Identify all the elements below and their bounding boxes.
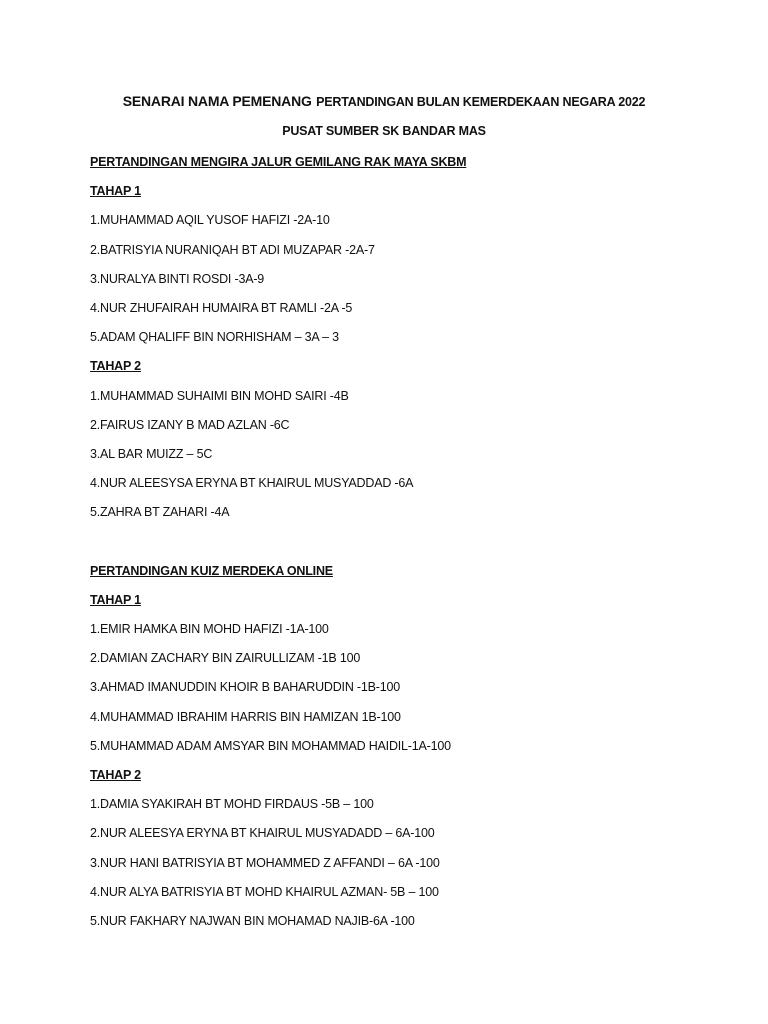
title-sub: PERTANDINGAN BULAN KEMERDEKAAN NEGARA 2022 (316, 95, 646, 109)
list-item: 4.NUR ALYA BATRISYIA BT MOHD KHAIRUL AZMAN- 5B – 100 (90, 884, 439, 899)
list-item: 1.MUHAMMAD AQIL YUSOF HAFIZI -2A-10 (90, 213, 330, 228)
list-item: 1.EMIR HAMKA BIN MOHD HAFIZI -1A-100 (90, 622, 329, 636)
list-item: 4.NUR ZHUFAIRAH HUMAIRA BT RAMLI -2A -5 (90, 300, 353, 315)
document-title (0, 93, 768, 111)
list-item: 1.MUHAMMAD SUHAIMI BIN MOHD SAIRI -4B (90, 388, 349, 403)
list-item: 2.BATRISYIA NURANIQAH BT ADI MUZAPAR -2A-7 (90, 242, 375, 257)
list-item: 4.MUHAMMAD IBRAHIM HARRIS BIN HAMIZAN 1B-100 (90, 709, 401, 724)
document-body (90, 154, 730, 942)
list-item: 2.NUR ALEESYA ERYNA BT KHAIRUL MUSYADADD – 6A-100 (90, 826, 435, 841)
list-item: 3.NURALYA BINTI ROSDI -3A-9 (90, 271, 265, 286)
list-item: 5.ZAHRA BT ZAHARI -4A (90, 505, 230, 520)
list-item: 2.FAIRUS IZANY B MAD AZLAN -6C (90, 417, 290, 432)
section-heading: PERTANDINGAN MENGIRA JALUR GEMILANG RAK MAYA SKBM (90, 155, 467, 169)
list-item: 5.NUR FAKHARY NAJWAN BIN MOHAMAD NAJIB-6A -100 (90, 913, 415, 928)
list-item: 4.NUR ALEESYSA ERYNA BT KHAIRUL MUSYADDAD -6A (90, 476, 414, 491)
spacer (90, 533, 730, 562)
list-item: 5.MUHAMMAD ADAM AMSYAR BIN MOHAMMAD HAIDIL-1A-100 (90, 738, 451, 753)
title-main: SENARAI NAMA PEMENANG (122, 93, 312, 109)
level-heading: TAHAP 1 (90, 592, 141, 607)
section-heading: PERTANDINGAN KUIZ MERDEKA ONLINE (90, 563, 333, 578)
level-heading: TAHAP 1 (90, 184, 141, 199)
level-heading: TAHAP 2 (90, 767, 141, 782)
list-item: 5.ADAM QHALIFF BIN NORHISHAM – 3A – 3 (90, 330, 339, 345)
document-subtitle: PUSAT SUMBER SK BANDAR MAS (282, 124, 486, 138)
list-item: 2.DAMIAN ZACHARY BIN ZAIRULLIZAM -1B 100 (90, 651, 361, 666)
list-item: 1.DAMIA SYAKIRAH BT MOHD FIRDAUS -5B – 100 (90, 797, 374, 812)
list-item: 3.AL BAR MUIZZ – 5C (90, 446, 213, 461)
list-item: 3.NUR HANI BATRISYIA BT MOHAMMED Z AFFANDI – 6A -100 (90, 855, 440, 870)
level-heading: TAHAP 2 (90, 359, 141, 374)
list-item: 3.AHMAD IMANUDDIN KHOIR B BAHARUDDIN -1B-100 (90, 680, 401, 695)
